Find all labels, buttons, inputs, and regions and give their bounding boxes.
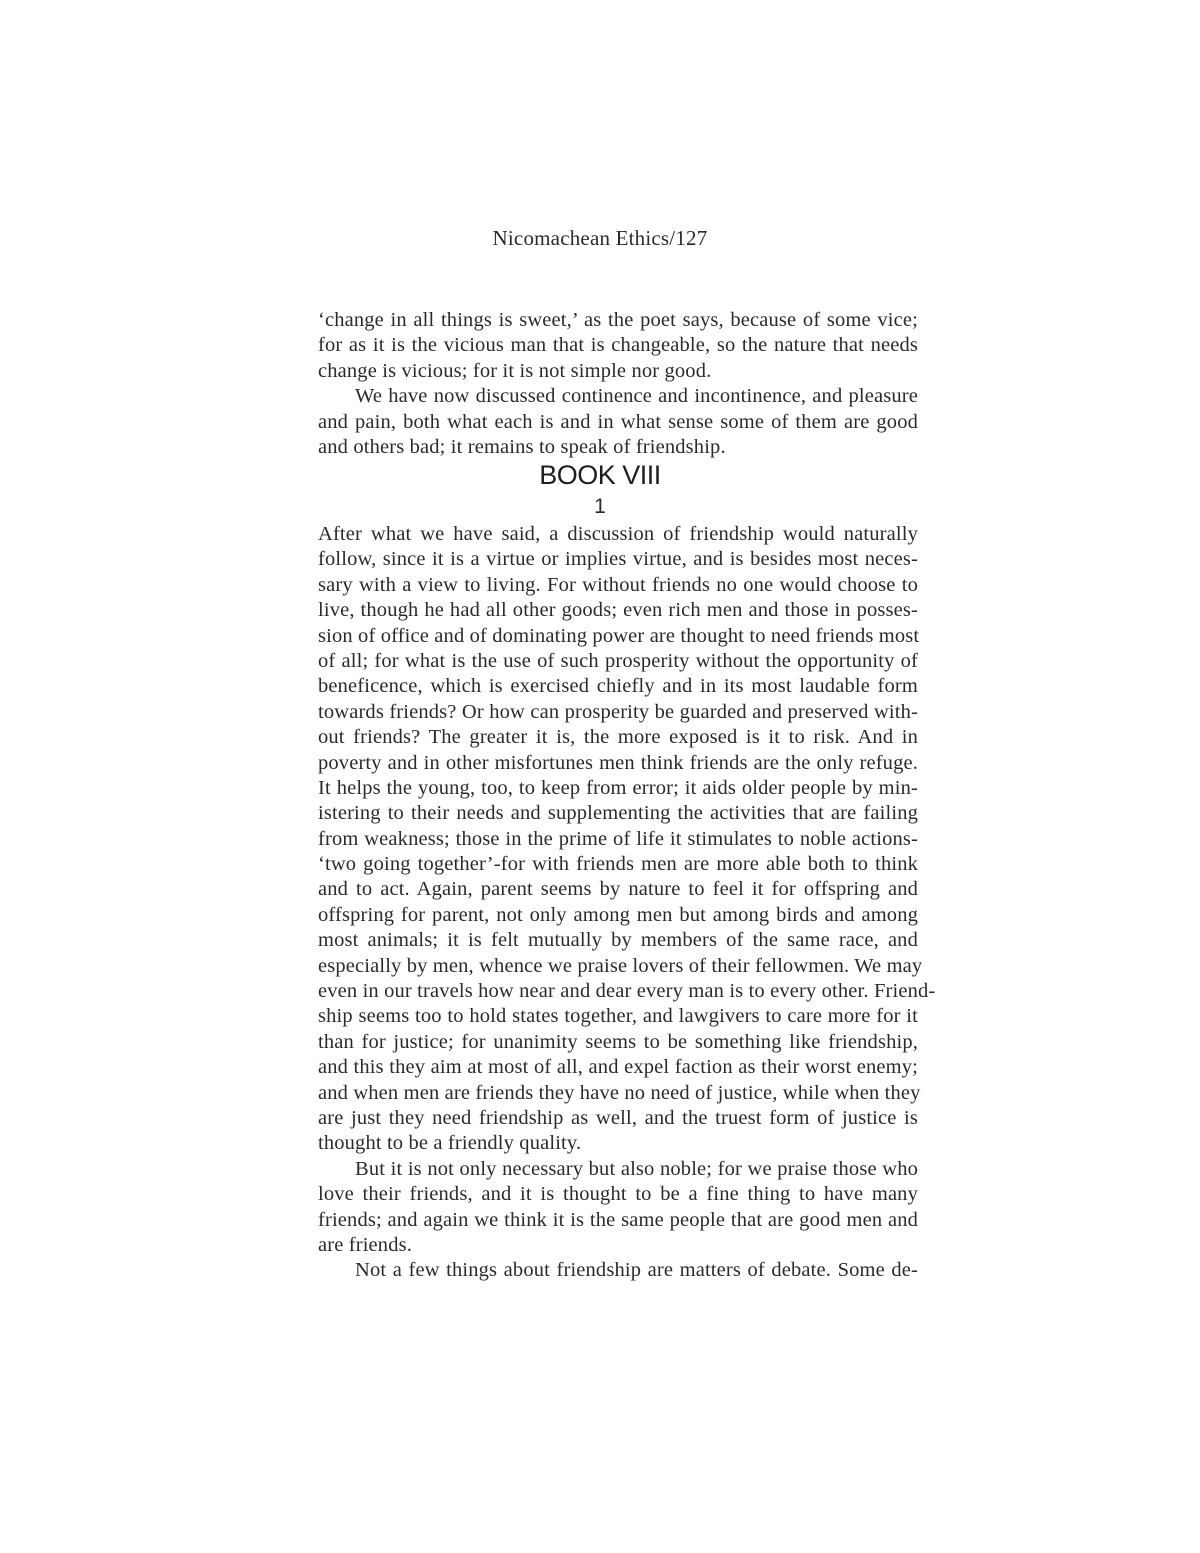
text-line: We have now discussed continence and incontinence, and pleasure — [355, 385, 918, 408]
text-line: are just they need friendship as well, and the truest form of justice is — [318, 1106, 918, 1129]
book-title: BOOK VIII — [539, 460, 661, 490]
text-line: from weakness; those in the prime of life it stimulates to noble actions- — [318, 827, 918, 850]
text-line: follow, since it is a virtue or implies virtue, and is besides most neces- — [318, 548, 918, 571]
text-line: and when men are friends they have no need of justice, while when they — [318, 1081, 921, 1104]
chapter-number: 1 — [594, 495, 606, 518]
running-head: Nicomachean Ethics/127 — [492, 226, 708, 250]
text-line: It helps the young, too, to keep from error; it aids older people by min- — [318, 776, 918, 799]
text-line: and others bad; it remains to speak of friendship. — [318, 435, 726, 458]
text-line: sion of office and of dominating power are thought to need friends most — [318, 624, 920, 647]
text-line: offspring for parent, not only among men but among birds and among — [318, 903, 918, 926]
text-line: and this they aim at most of all, and expel faction as their worst enemy; — [318, 1056, 918, 1079]
text-line: poverty and in other misfortunes men think friends are the only refuge. — [318, 751, 918, 774]
text-line: are friends. — [318, 1233, 412, 1256]
text-line: even in our travels how near and dear every man is to every other. Friend- — [318, 980, 936, 1003]
text-line: sary with a view to living. For without friends no one would choose to — [318, 573, 918, 596]
text-line: ship seems too to hold states together, and lawgivers to care more for it — [318, 1005, 918, 1028]
text-line: live, though he had all other goods; even rich men and those in posses- — [318, 599, 918, 622]
text-line: ‘two going together’-for with friends men are more able both to think — [318, 853, 918, 876]
text-line: ‘change in all things is sweet,’ as the poet says, because of some vice; — [318, 309, 918, 331]
intro-paragraphs — [318, 308, 918, 460]
text-line: of all; for what is the use of such prosperity without the opportunity of — [318, 649, 918, 672]
chapter-body — [318, 522, 936, 1284]
text-line: love their friends, and it is thought to be a fine thing to have many — [318, 1183, 918, 1206]
text-line: than for justice; for unanimity seems to be something like friendship, — [318, 1030, 918, 1053]
text-line: especially by men, whence we praise lovers of their fellowmen. We may — [318, 954, 923, 977]
text-line: friends; and again we think it is the same people that are good men and — [318, 1208, 918, 1231]
text-line: and to act. Again, parent seems by nature to feel it for offspring and — [318, 878, 918, 901]
text-line: Not a few things about friendship are matters of debate. Some de- — [355, 1259, 918, 1282]
text-line: out friends? The greater it is, the more exposed is it to risk. And in — [318, 726, 918, 749]
text-line: change is vicious; for it is not simple nor good. — [318, 359, 712, 382]
text-line: beneficence, which is exercised chiefly and in its most laudable form — [318, 675, 918, 698]
text-line: After what we have said, a discussion of friendship would naturally — [318, 523, 918, 545]
text-line: towards friends? Or how can prosperity be guarded and preserved with- — [318, 700, 918, 723]
text-line: thought to be a friendly quality. — [318, 1132, 582, 1155]
text-line: istering to their needs and supplementing the activities that are failing — [318, 802, 918, 825]
text-line: most animals; it is felt mutually by members of the same race, and — [318, 929, 918, 952]
text-line: and pain, both what each is and in what sense some of them are good — [318, 410, 918, 433]
text-line: But it is not only necessary but also noble; for we praise those who — [355, 1157, 918, 1180]
text-line: for as it is the vicious man that is changeable, so the nature that needs — [318, 334, 918, 357]
